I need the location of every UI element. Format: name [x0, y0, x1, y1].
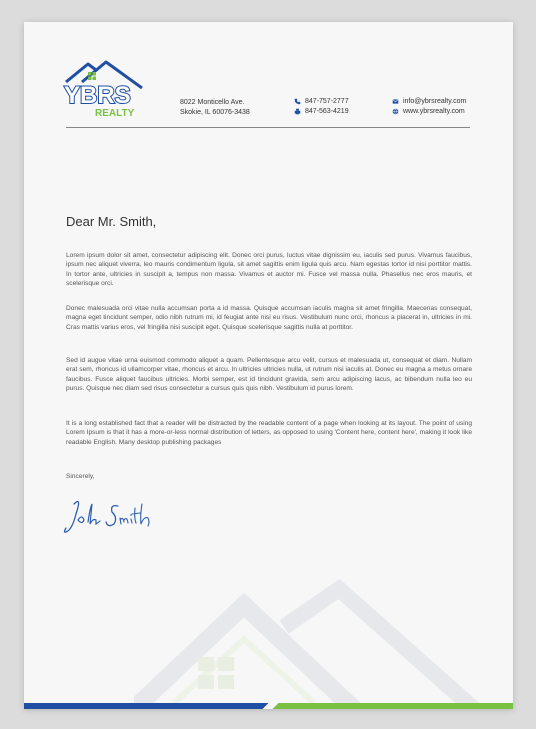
letter-closing: Sincerely,	[66, 473, 95, 480]
ybrs-realty-logo	[62, 58, 146, 120]
phone-icon	[294, 98, 301, 105]
globe-icon	[392, 108, 399, 115]
phone-number: 847-757-2777	[305, 98, 349, 105]
letter-paragraph-2: Donec malesuada orci vitae nulla accumsan porta a id massa. Quisque accumsan iaculis magna sit amet fringilla. Maecenas consequat, magna eget tincidunt semper, odio nibh rutrum mi, id feugiat ante nisi eu risus. Vestibulum nunc orci, rhoncus a placerat in, ultricies in mi. Cras mattis varius eros, vel fringilla nisi suscipit eget. Quisque scelerisque sagittis nulla at porttitor.	[66, 305, 472, 331]
address-block	[180, 98, 250, 117]
letter-paragraph-3: Sed id augue vitae urna euismod commodo aliquet a quam. Pellentesque arcu velit, cursus et malesuada ut, consequat et diam. Nullam erat sem, rhoncus id ullamcorper vitae, rhoncus et arcu. In ultricies ultricies nulla, ut rutrum nisi iaculis at. Donec eu magna a metus ornare faucibus. Fusce aliquet faucibus ultricies. Morbi semper, est id tincidunt gravida, sem arcu adipiscing lacus, ac bibendum nulla leo eu purus. Quisque nec diam sed risus consectetur a cursus quis quis nibh. Vestibulum id purus lorem.	[66, 357, 472, 393]
letter-paragraph-4: It is a long established fact that a reader will be distracted by the readable content of a page when looking at its layout. The point of using Lorem Ipsum is that it has a more-or-less normal distribution of letters, as opposed to using 'Content here, content here', making it look like readable English. Many desktop publishing packages	[66, 420, 472, 446]
envelope-icon	[392, 98, 399, 105]
footer-bar-blue	[24, 703, 274, 709]
website-url[interactable]: www.ybrsrealty.com	[403, 107, 465, 115]
header-divider	[66, 127, 470, 128]
svg-text:YBRS: YBRS	[64, 82, 131, 109]
email-address[interactable]: info@ybrsrealty.com	[403, 98, 467, 105]
fax-number: 847-563-4219	[305, 107, 349, 115]
online-block	[392, 97, 466, 116]
address-line-1: 8022 Monticello Ave.	[180, 99, 245, 106]
svg-text:REALTY: REALTY	[95, 108, 135, 119]
letter-greeting: Dear Mr. Smith,	[66, 214, 157, 229]
letter-paragraph-1: Lorem ipsum dolor sit amet, consectetur adipiscing elit. Donec orci purus, luctus vitae dignissim eu, iaculis sed purus. Vivamus faucibus, ipsum nec aliquet viverra, leo mauris condimentum ligula, sit amet sagittis enim ligula quis arcu. Nam egestas tortor id nisi porttitor mattis. In tortor ante, ultricies in suscipit a, tempus non massa. Vivamus et auctor mi. Fusce vel massa nulla. Phasellus nec eros mauris, et scelerisque orci.	[66, 252, 472, 288]
handwritten-signature	[62, 492, 162, 542]
house-watermark	[134, 577, 504, 709]
address-line-2: Skokie, IL 60076-3438	[180, 108, 250, 116]
fax-icon	[294, 108, 301, 115]
footer-bar-green	[268, 703, 513, 709]
letterhead-page	[24, 22, 513, 709]
phone-block	[294, 97, 349, 116]
